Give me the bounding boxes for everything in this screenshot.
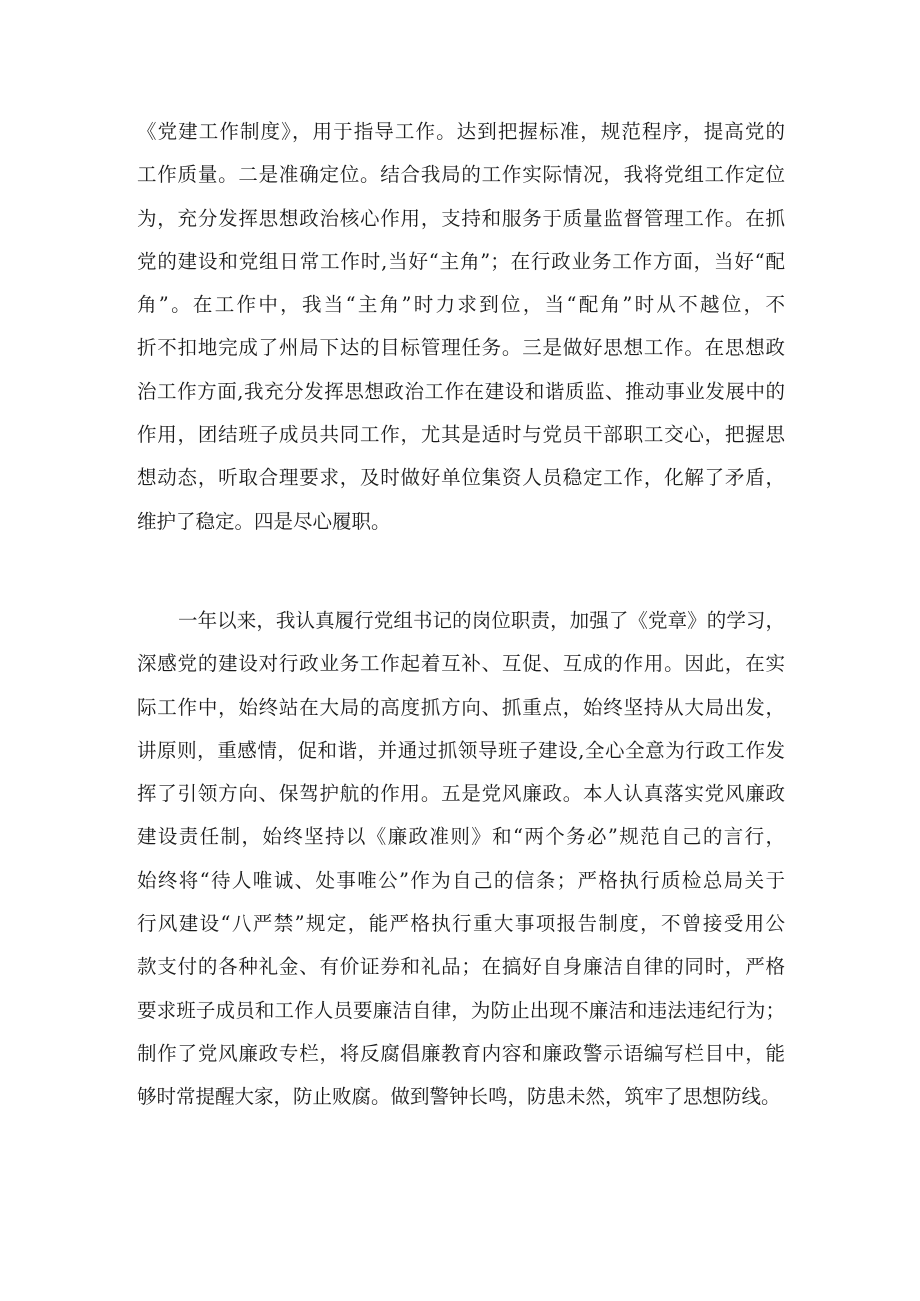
text-line: 挥了引领方向、保驾护航的作用。五是党风廉政。本人认真落实党风廉政 [137, 782, 785, 806]
text-line: 《党建工作制度》，用于指导工作。达到把握标准，规范程序，提高党的 [137, 120, 785, 143]
text-line: 折不扣地完成了州局下达的目标管理任务。三是做好思想工作。在思想政 [137, 336, 785, 360]
text-line: 讲原则，重感情，促和谐，并通过抓领导班子建设,全心全意为行政工作发 [137, 738, 785, 762]
paragraph-1 [137, 110, 785, 543]
paragraph-2 [137, 599, 785, 1119]
text-line: 际工作中，始终站在大局的高度抓方向、抓重点，始终坚持从大局出发， [137, 695, 785, 719]
text-line: 行风建设“八严禁”规定，能严格执行重大事项报告制度，不曾接受用公 [137, 912, 785, 936]
text-line: 想动态，听取合理要求，及时做好单位集资人员稳定工作，化解了矛盾， [137, 466, 785, 490]
text-line: 要求班子成员和工作人员要廉洁自律，为防止出现不廉洁和违法违纪行为； [137, 998, 785, 1022]
text-line: 一年以来，我认真履行党组书记的岗位职责，加强了《党章》的学习， [178, 609, 785, 632]
text-line: 作用，团结班子成员共同工作，尤其是适时与党员干部职工交心，把握思 [137, 423, 785, 447]
text-line: 够时常提醒大家，防止败腐。做到警钟长鸣，防患未然，筑牢了思想防线。 [137, 1085, 781, 1109]
text-line: 角”。在工作中，我当“主角”时力求到位，当“配角”时从不越位，不 [137, 293, 785, 317]
text-line: 建设责任制，始终坚持以《廉政准则》和“两个务必”规范自己的言行， [137, 825, 785, 849]
text-line: 为，充分发挥思想政治核心作用，支持和服务于质量监督管理工作。在抓 [137, 206, 785, 230]
text-line: 治工作方面,我充分发挥思想政治工作在建设和谐质监、推动事业发展中的 [137, 379, 785, 403]
text-line: 工作质量。二是准确定位。结合我局的工作实际情况，我将党组工作定位 [137, 163, 785, 187]
text-line: 党的建设和党组日常工作时,当好“主角”；在行政业务工作方面，当好“配 [137, 249, 785, 273]
text-line: 制作了党风廉政专栏，将反腐倡廉教育内容和廉政警示语编写栏目中，能 [137, 1041, 785, 1065]
text-line: 维护了稳定。四是尽心履职。 [137, 509, 391, 533]
text-line: 款支付的各种礼金、有价证券和礼品；在搞好自身廉洁自律的同时，严格 [137, 955, 785, 979]
text-line: 始终将“待人唯诚、处事唯公”作为自己的信条；严格执行质检总局关于 [137, 868, 785, 892]
text-line: 深感党的建设对行政业务工作起着互补、互促、互成的作用。因此，在实 [137, 652, 785, 676]
